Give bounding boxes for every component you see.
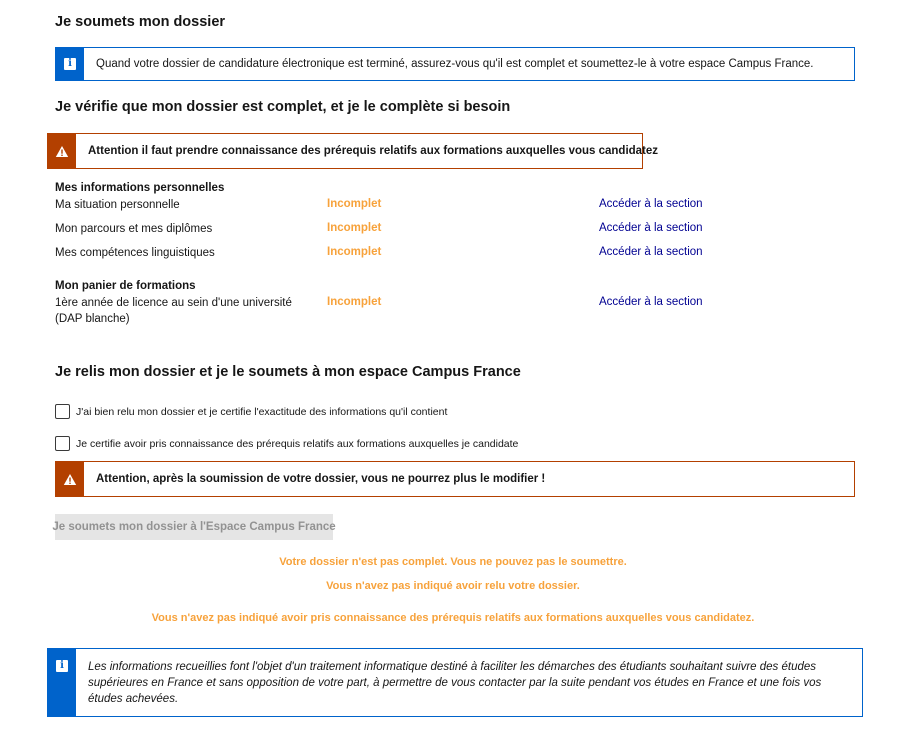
prereq-warning-text: Attention il faut prendre connaissance des prérequis relatifs aux formations auxquelles vous candidatez xyxy=(88,145,659,157)
submit-info-alert xyxy=(55,47,855,81)
status-badge: Incomplet xyxy=(327,296,382,308)
warning-icon xyxy=(56,462,84,496)
prereq-checkbox-row[interactable] xyxy=(55,436,518,451)
data-privacy-alert xyxy=(47,648,863,717)
error-not-reread: Vous n'avez pas indiqué avoir relu votre dossier. xyxy=(326,580,580,592)
reread-checkbox[interactable] xyxy=(55,404,70,419)
status-badge: Incomplet xyxy=(327,222,382,234)
prereq-checkbox[interactable] xyxy=(55,436,70,451)
row-label: Ma situation personnelle xyxy=(55,199,180,211)
data-privacy-text: Les informations recueillies font l'objet d'un traitement informatique destiné à faciliter les démarches des étudiants souhaitant suivre des études supérieures en France et sans opposition de votre part, à permettre de vous contacter par la suite pendant vos études en France et une fois vos études achevées. xyxy=(88,661,822,705)
prereq-warning-alert xyxy=(47,133,659,169)
submit-warning-text: Attention, après la soumission de votre dossier, vous ne pourrez plus le modifier ! xyxy=(96,473,546,485)
review-section-title: Je relis mon dossier et je le soumets à mon espace Campus France xyxy=(55,364,521,380)
warning-icon xyxy=(48,134,76,168)
error-incomplete: Votre dossier n'est pas complet. Vous ne pouvez pas le soumettre. xyxy=(279,556,627,568)
table-row xyxy=(55,295,875,329)
reread-checkbox-label[interactable]: J'ai bien relu mon dossier et je certifie l'exactitude des informations qu'il contient xyxy=(76,405,448,418)
personal-info-heading: Mes informations personnelles xyxy=(55,182,225,194)
row-label: 1ère année de licence au sein d'une université (DAP blanche) xyxy=(55,297,292,325)
submit-info-text: Quand votre dossier de candidature électronique est terminé, assurez-vous qu'il est complet et soumettez-le à votre espace Campus France. xyxy=(96,58,814,70)
submit-section-title: Je soumets mon dossier xyxy=(55,14,226,30)
status-badge: Incomplet xyxy=(327,246,382,258)
table-row xyxy=(55,197,875,213)
row-label: Mes compétences linguistiques xyxy=(55,247,215,259)
row-label: Mon parcours et mes diplômes xyxy=(55,223,213,235)
table-row xyxy=(55,245,875,261)
prereq-checkbox-label[interactable]: Je certifie avoir pris connaissance des prérequis relatifs aux formations auxquelles je candidate xyxy=(76,437,519,450)
error-prereq: Vous n'avez pas indiqué avoir pris connaissance des prérequis relatifs aux formations auxquelles vous candidatez. xyxy=(151,612,755,624)
info-icon: i xyxy=(48,649,76,716)
status-badge: Incomplet xyxy=(327,198,382,210)
table-row xyxy=(55,221,875,237)
access-section-link[interactable]: Accéder à la section xyxy=(599,222,703,234)
verify-section-title: Je vérifie que mon dossier est complet, et je le complète si besoin xyxy=(55,99,511,115)
submit-dossier-button[interactable]: Je soumets mon dossier à l'Espace Campus France xyxy=(55,514,333,540)
reread-checkbox-row[interactable] xyxy=(55,404,447,419)
access-section-link[interactable]: Accéder à la section xyxy=(599,198,703,210)
info-icon: i xyxy=(56,48,84,80)
basket-heading: Mon panier de formations xyxy=(55,280,196,292)
submit-warning-alert xyxy=(55,461,855,497)
access-section-link[interactable]: Accéder à la section xyxy=(599,296,703,308)
access-section-link[interactable]: Accéder à la section xyxy=(599,246,703,258)
